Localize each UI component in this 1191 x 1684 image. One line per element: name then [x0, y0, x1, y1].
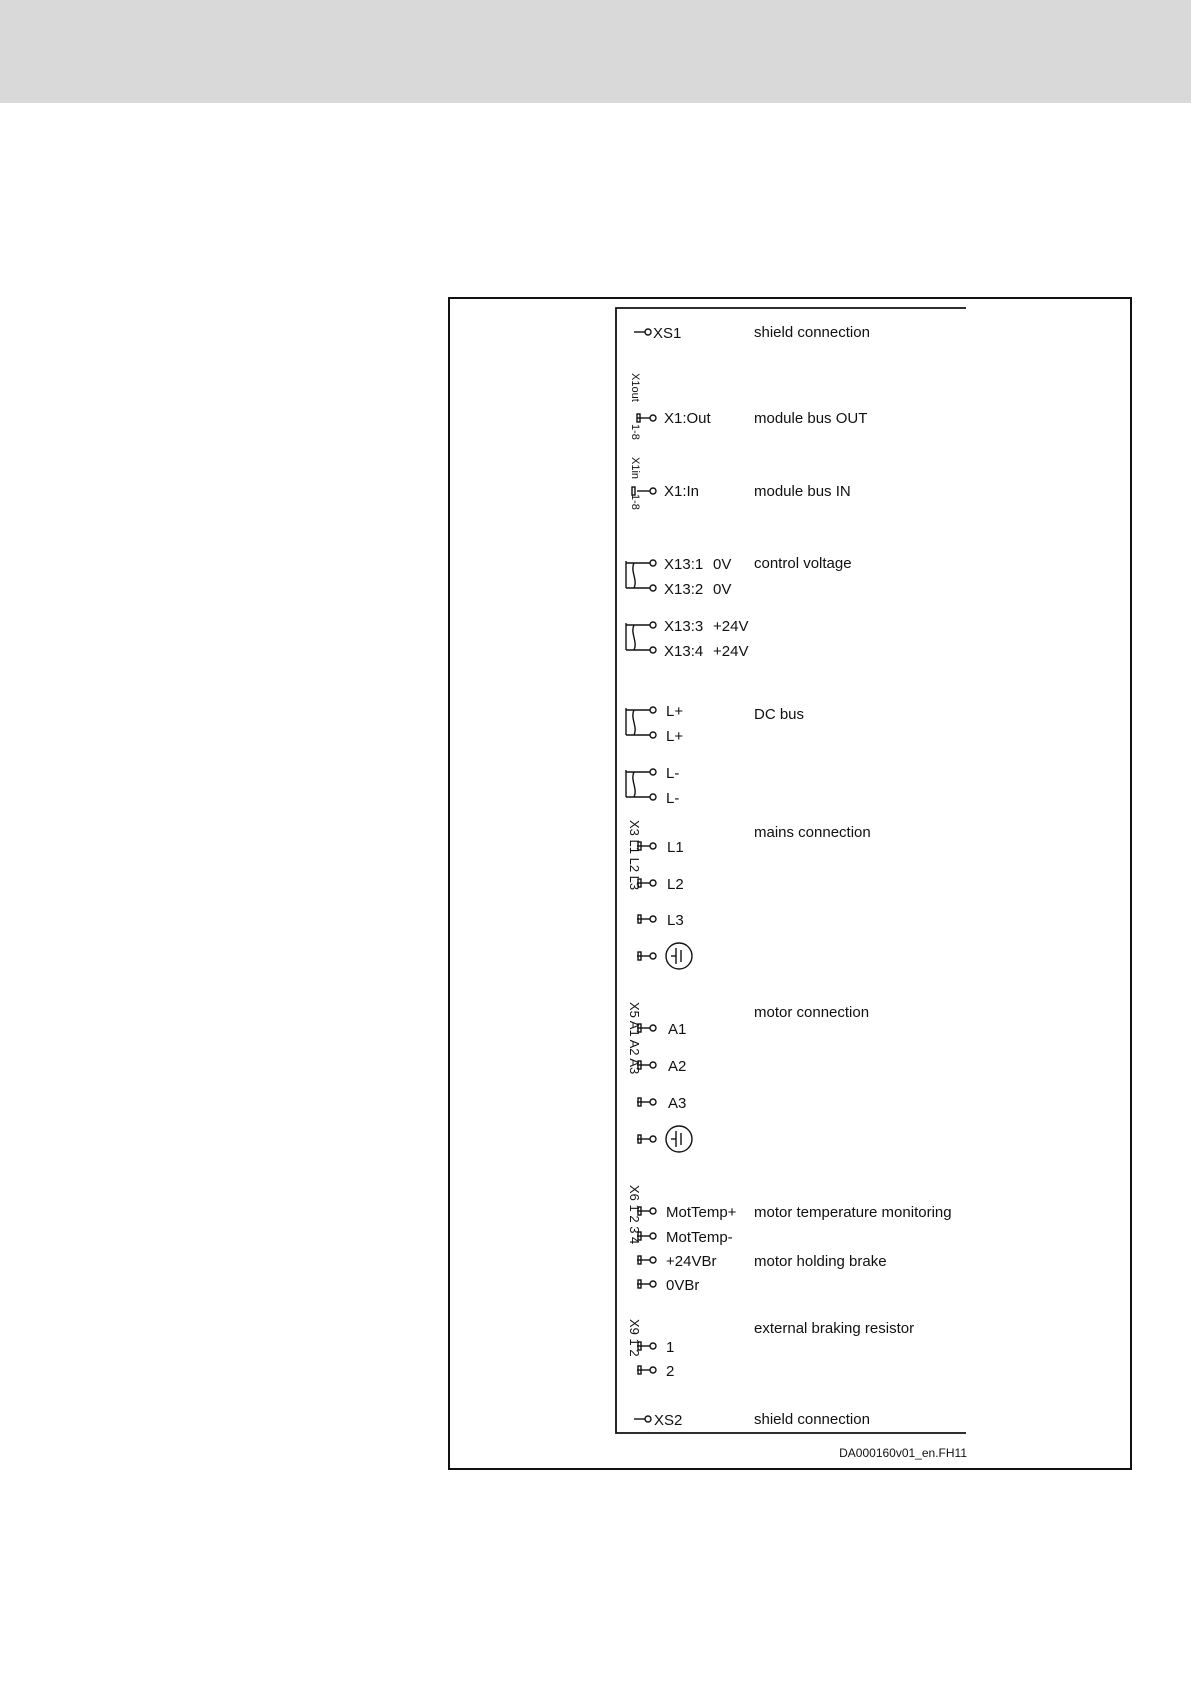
l1-label: L1 — [667, 839, 684, 856]
desc-mains: mains connection — [754, 824, 871, 841]
x1out-group-label: X1out — [629, 373, 641, 402]
desc-motor-temp: motor temperature monitoring — [754, 1204, 952, 1221]
x13-1-label: X13:1 — [664, 556, 704, 573]
x6-vertical-label: X6 1 2 3 4 — [627, 1185, 642, 1245]
desc-control-voltage: control voltage — [754, 555, 852, 572]
x1in-label: X1:In — [664, 483, 700, 500]
lminus-1-label: L- — [666, 765, 680, 782]
l3-label: L3 — [667, 912, 684, 929]
x13-2-label: X13:2 — [664, 581, 704, 598]
lplus-2-label: L+ — [666, 728, 684, 745]
ground-icon — [666, 1126, 692, 1152]
x13-3-value: +24V — [713, 618, 749, 635]
x13-4-value: +24V — [713, 643, 749, 660]
desc-brake-resistor: external braking resistor — [754, 1320, 915, 1337]
a1-label: A1 — [668, 1021, 687, 1038]
vbr24-label: +24VBr — [666, 1253, 717, 1270]
desc-dc-bus: DC bus — [754, 706, 805, 723]
a2-label: A2 — [668, 1058, 687, 1075]
vbr0-label: 0VBr — [666, 1277, 700, 1294]
x1in-group-label: X1in — [629, 457, 641, 480]
x9-1-label: 1 — [666, 1339, 675, 1356]
desc-shield-1: shield connection — [754, 324, 870, 341]
x1out-label: X1:Out — [664, 410, 711, 427]
desc-bus-in: module bus IN — [754, 483, 851, 500]
lplus-1-label: L+ — [666, 703, 684, 720]
desc-motor: motor connection — [754, 1004, 870, 1021]
x9-2-label: 2 — [666, 1363, 675, 1380]
x13-2-value: 0V — [713, 581, 732, 598]
x13-3-label: X13:3 — [664, 618, 704, 635]
x9-vertical-label: X9 1 2 — [627, 1319, 642, 1357]
x5-vertical-label: X5 A1 A2 A3 — [627, 1002, 642, 1075]
a3-label: A3 — [668, 1095, 687, 1112]
mottemp-minus-label: MotTemp- — [666, 1229, 733, 1246]
lminus-2-label: L- — [666, 790, 680, 807]
xs1-label: XS1 — [653, 325, 682, 342]
desc-bus-out: module bus OUT — [754, 410, 868, 427]
x1out-pins-label: 1-8 — [629, 424, 641, 440]
figure-id: DA000160v01_en.FH11 — [839, 1446, 967, 1460]
desc-shield-2: shield connection — [754, 1411, 870, 1428]
x13-1-value: 0V — [713, 556, 732, 573]
desc-holding-brake: motor holding brake — [754, 1253, 887, 1270]
x13-4-label: X13:4 — [664, 643, 704, 660]
x3-vertical-label: X3 L1 L2 L3 — [627, 820, 642, 891]
mottemp-plus-label: MotTemp+ — [666, 1204, 737, 1221]
ground-icon — [666, 943, 692, 969]
xs2-label: XS2 — [654, 1412, 683, 1429]
x1in-pins-label: 1-8 — [629, 494, 641, 510]
l2-label: L2 — [667, 876, 684, 893]
